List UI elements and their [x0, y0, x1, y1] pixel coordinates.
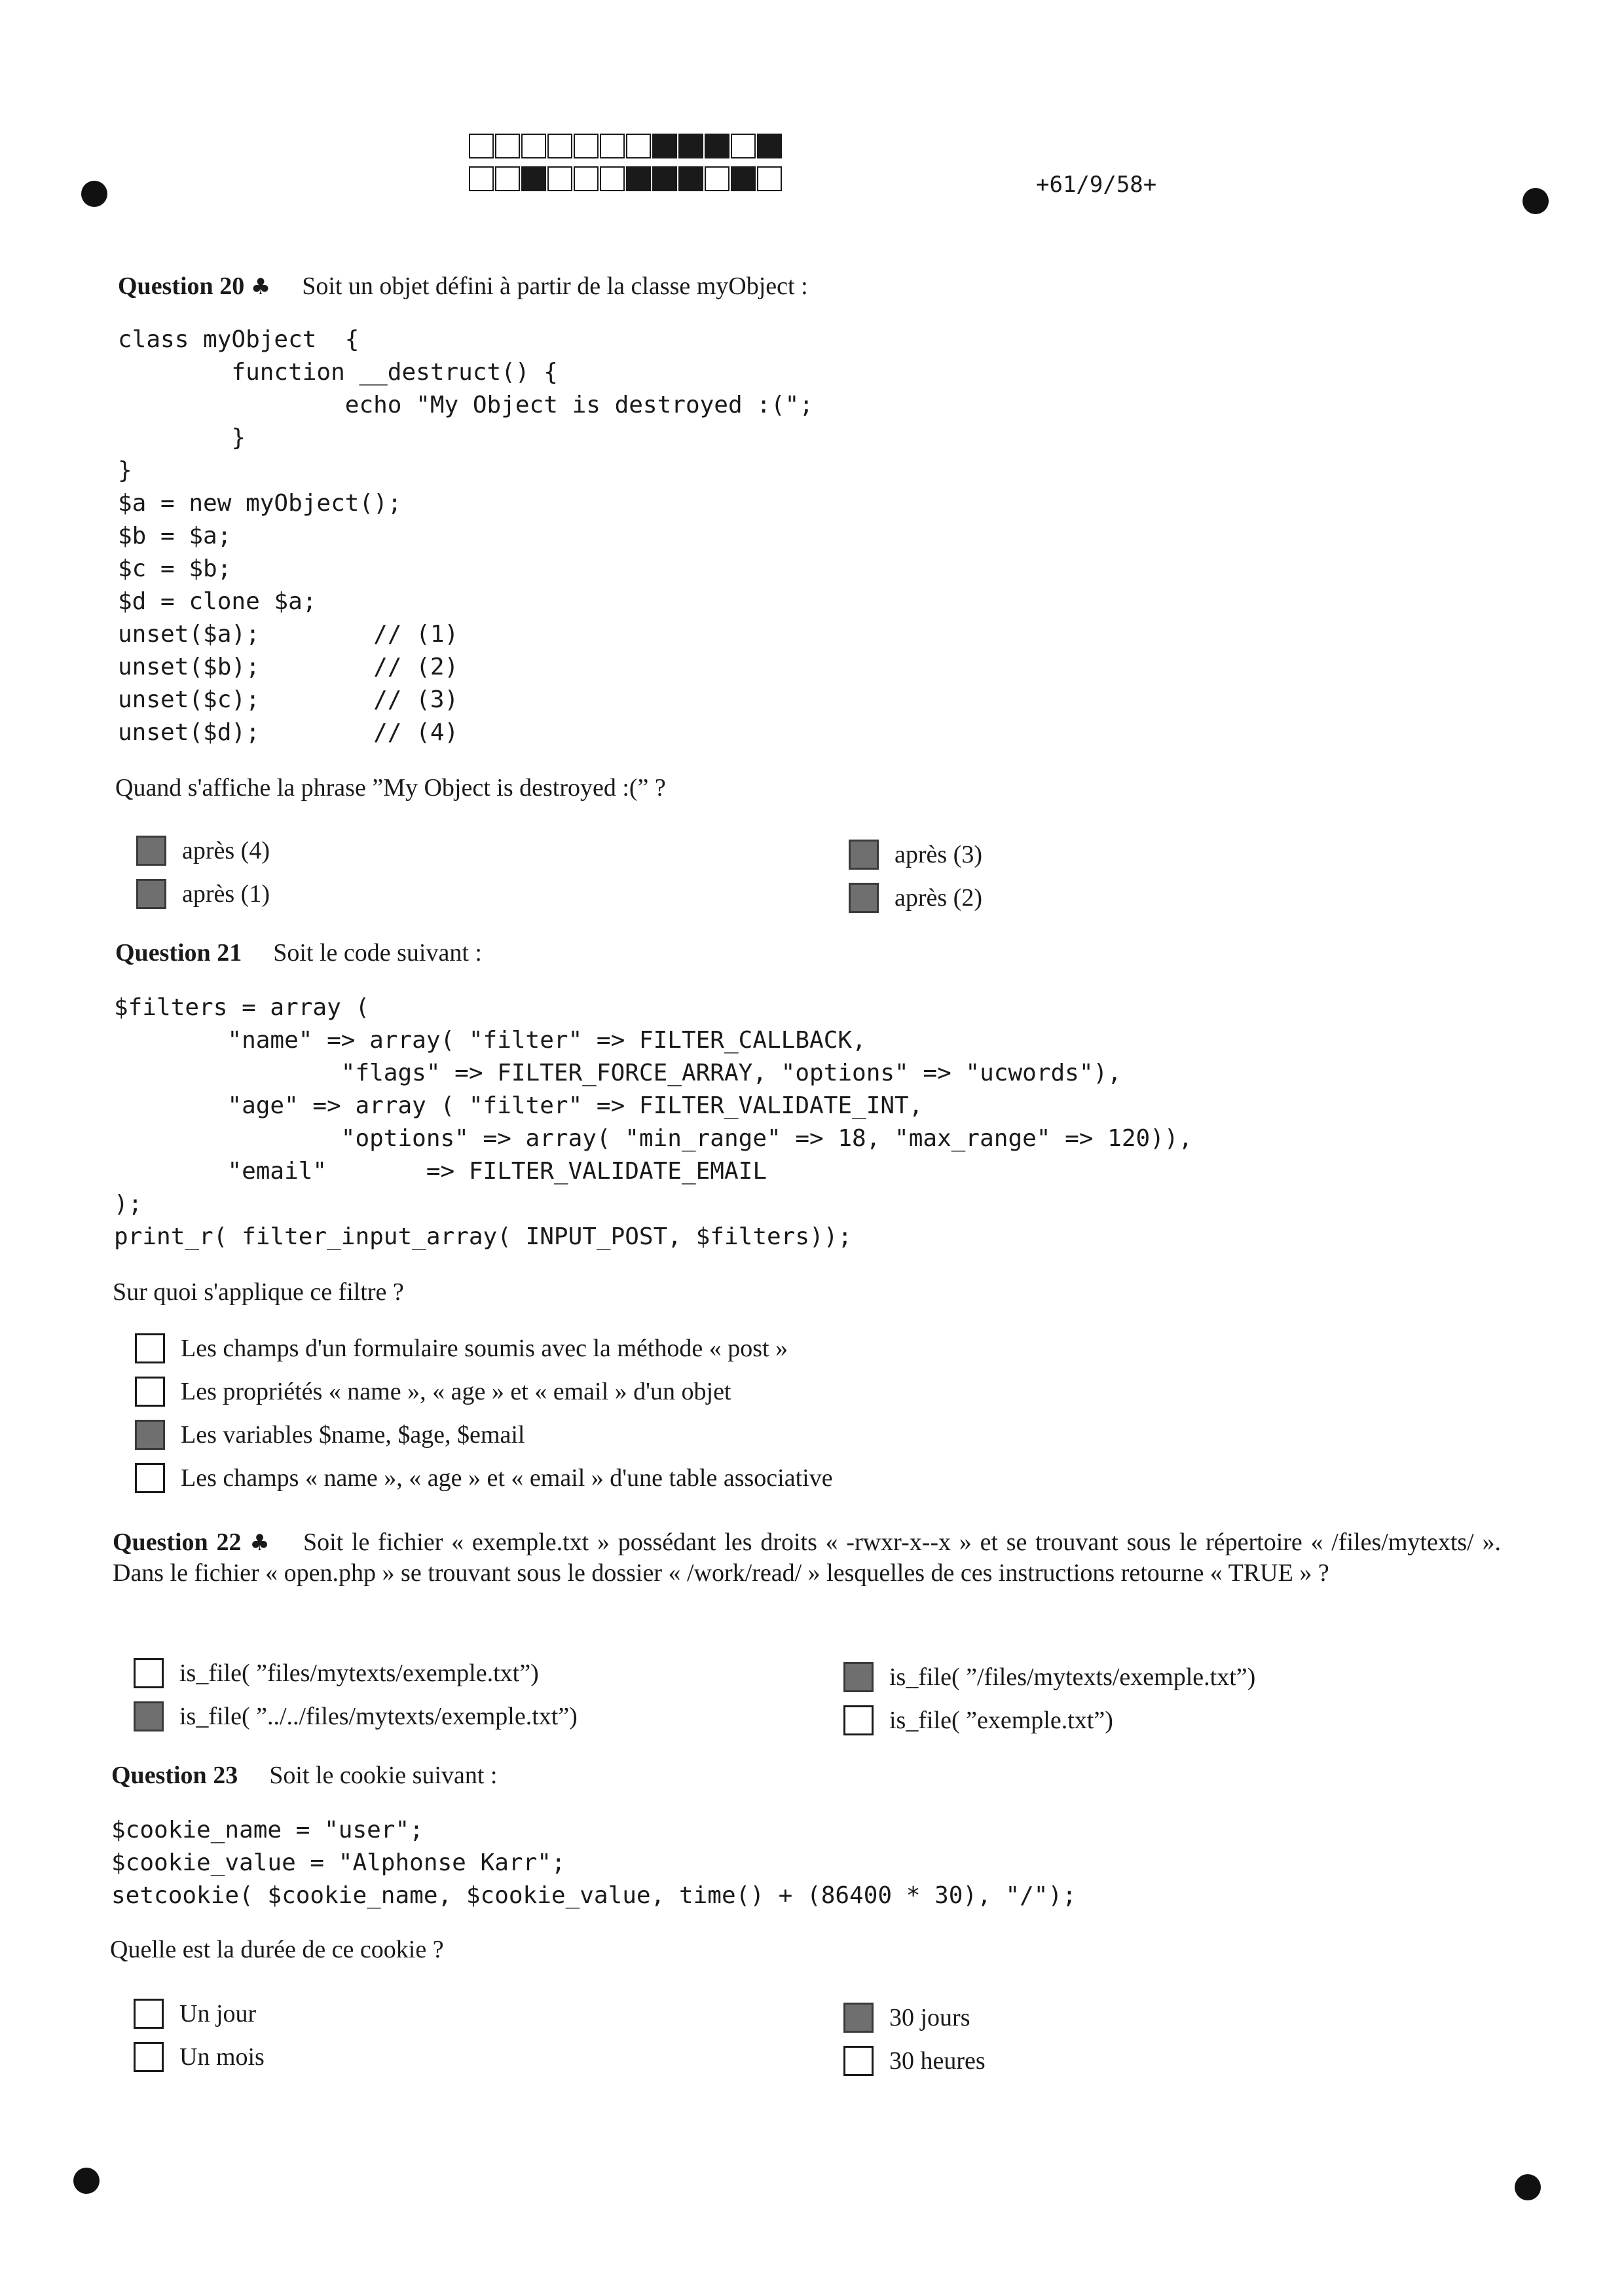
question-text: Soit un objet défini à partir de la classe myObject : [302, 272, 808, 300]
barcode-cell [757, 166, 782, 191]
answer-checkbox[interactable] [135, 1333, 165, 1363]
answer-label: après (2) [895, 884, 982, 912]
barcode-cell [547, 166, 572, 191]
answer-label: is_file( ”../../files/mytexts/exemple.txt”) [179, 1703, 578, 1730]
answer-label: is_file( ”files/mytexts/exemple.txt”) [179, 1659, 539, 1687]
q21-answer-3[interactable] [135, 1420, 525, 1450]
barcode-cell [705, 134, 729, 158]
question-text: Soit le cookie suivant : [269, 1762, 498, 1789]
answer-label: après (3) [895, 841, 982, 868]
q20-answer-2[interactable] [136, 879, 270, 909]
question-23-code: $cookie_name = "user"; $cookie_value = "Alphonse Karr"; setcookie( $cookie_name, $cookie_value, time() + (86400 * 30), "/"); [111, 1817, 1077, 1909]
question-22-header [113, 1527, 1501, 1588]
answer-label: après (4) [182, 837, 270, 864]
answer-checkbox[interactable] [134, 2042, 164, 2072]
answer-label: is_file( ”/files/mytexts/exemple.txt”) [889, 1663, 1256, 1691]
question-number: Question 20 ♣ [118, 272, 271, 300]
q23-answer-1[interactable] [134, 1999, 256, 2029]
q20-answer-1[interactable] [136, 836, 270, 866]
barcode-cell [521, 166, 546, 191]
answer-checkbox[interactable] [135, 1463, 165, 1493]
question-number: Question 21 [115, 939, 242, 967]
registration-mark-bottom-left [73, 2168, 100, 2194]
registration-mark-bottom-right [1515, 2174, 1541, 2200]
answer-label: is_file( ”exemple.txt”) [889, 1707, 1113, 1734]
answer-label: après (1) [182, 880, 270, 908]
answer-checkbox[interactable] [134, 1701, 164, 1731]
barcode-cell [678, 134, 703, 158]
barcode-cell [547, 134, 572, 158]
answer-label: Un jour [179, 2000, 257, 2028]
barcode-row [469, 166, 783, 191]
question-20-header [118, 271, 808, 302]
barcode-cell [574, 134, 599, 158]
question-number: Question 22 ♣ [113, 1528, 272, 1556]
answer-label: Les propriétés « name », « age » et « email » d'un objet [181, 1378, 731, 1405]
answer-label: Les champs d'un formulaire soumis avec la méthode « post » [181, 1335, 788, 1362]
answer-label: 30 jours [889, 2004, 970, 2031]
answer-checkbox[interactable] [849, 883, 879, 913]
answer-checkbox[interactable] [136, 879, 166, 909]
answer-checkbox[interactable] [134, 1999, 164, 2029]
q23-answer-4[interactable] [843, 2046, 986, 2076]
q23-answer-3[interactable] [843, 2003, 970, 2033]
registration-mark-top-right [1522, 188, 1549, 214]
q20-answer-4[interactable] [849, 883, 982, 913]
q22-answer-2[interactable] [134, 1701, 578, 1731]
barcode-cell [574, 166, 599, 191]
barcode-cell [678, 166, 703, 191]
answer-label: Les variables $name, $age, $email [181, 1421, 525, 1449]
barcode-cell [600, 166, 625, 191]
registration-mark-top-left [81, 181, 107, 207]
barcode-cell [600, 134, 625, 158]
q20-answer-3[interactable] [849, 840, 982, 870]
answer-checkbox[interactable] [843, 2046, 874, 2076]
q22-answer-4[interactable] [843, 1705, 1113, 1735]
answer-label: 30 heures [889, 2047, 986, 2075]
barcode-cell [705, 166, 729, 191]
question-text: Soit le code suivant : [273, 939, 482, 967]
q21-answer-4[interactable] [135, 1463, 833, 1493]
barcode-cell [731, 134, 756, 158]
answer-checkbox[interactable] [843, 2003, 874, 2033]
sheet-barcode [469, 134, 783, 199]
answer-checkbox[interactable] [134, 1658, 164, 1688]
barcode-cell [626, 134, 651, 158]
barcode-row [469, 134, 783, 158]
barcode-cell [652, 166, 677, 191]
question-21-code: $filters = array ( "name" => array( "filter" => FILTER_CALLBACK, "flags" => FILTER_FORCE_ARRAY, "options" => "ucwords"), "age" => array ( "filter" => FILTER_VALIDATE_INT, "options" => array( "min_range" => 18, "max_range" => 120)), "email" => FILTER_VALIDATE_EMAIL ); print_r( filter_input_array( INPUT_POST, $filters)); [114, 994, 1193, 1250]
club-icon: ♣ [250, 274, 271, 300]
sheet-id: +61/9/58+ [1036, 172, 1157, 198]
question-21-prompt: Sur quoi s'applique ce filtre ? [113, 1278, 404, 1306]
answer-label: Un mois [179, 2043, 265, 2071]
barcode-cell [469, 166, 494, 191]
answer-checkbox[interactable] [843, 1705, 874, 1735]
q22-answer-3[interactable] [843, 1662, 1255, 1692]
q23-answer-2[interactable] [134, 2042, 265, 2072]
q21-answer-2[interactable] [135, 1377, 731, 1407]
barcode-cell [495, 166, 520, 191]
question-23-header [111, 1760, 498, 1790]
answer-label: Les champs « name », « age » et « email » d'une table associative [181, 1464, 833, 1492]
question-20-prompt: Quand s'affiche la phrase ”My Object is destroyed :(” ? [115, 774, 666, 802]
answer-checkbox[interactable] [135, 1377, 165, 1407]
question-number: Question 23 [111, 1762, 238, 1789]
barcode-cell [757, 134, 782, 158]
question-text: Soit le fichier « exemple.txt » possédant les droits « -rwxr-x--x » et se trouvant sous le répertoire « /files/mytexts/ ». Dans le fichier « open.php » se trouvant sous le dossier « /work/read/ » lesquelles de ces instructions retourne « TRUE » ? [113, 1528, 1501, 1587]
answer-checkbox[interactable] [136, 836, 166, 866]
barcode-cell [469, 134, 494, 158]
barcode-cell [626, 166, 651, 191]
answer-checkbox[interactable] [135, 1420, 165, 1450]
question-23-prompt: Quelle est la durée de ce cookie ? [110, 1936, 444, 1963]
q22-answer-1[interactable] [134, 1658, 539, 1688]
barcode-cell [652, 134, 677, 158]
barcode-cell [495, 134, 520, 158]
question-20-code: class myObject { function __destruct() { echo "My Object is destroyed :("; } } $a = new myObject(); $b = $a; $c = $b; $d = clone $a; unset($a); // (1) unset($b); // (2) unset($c); // (3) unset($d); // (4) [118, 326, 814, 746]
answer-checkbox[interactable] [849, 840, 879, 870]
barcode-cell [731, 166, 756, 191]
question-21-header [115, 938, 482, 968]
club-icon: ♣ [249, 1530, 272, 1556]
barcode-cell [521, 134, 546, 158]
q21-answer-1[interactable] [135, 1333, 788, 1363]
answer-checkbox[interactable] [843, 1662, 874, 1692]
